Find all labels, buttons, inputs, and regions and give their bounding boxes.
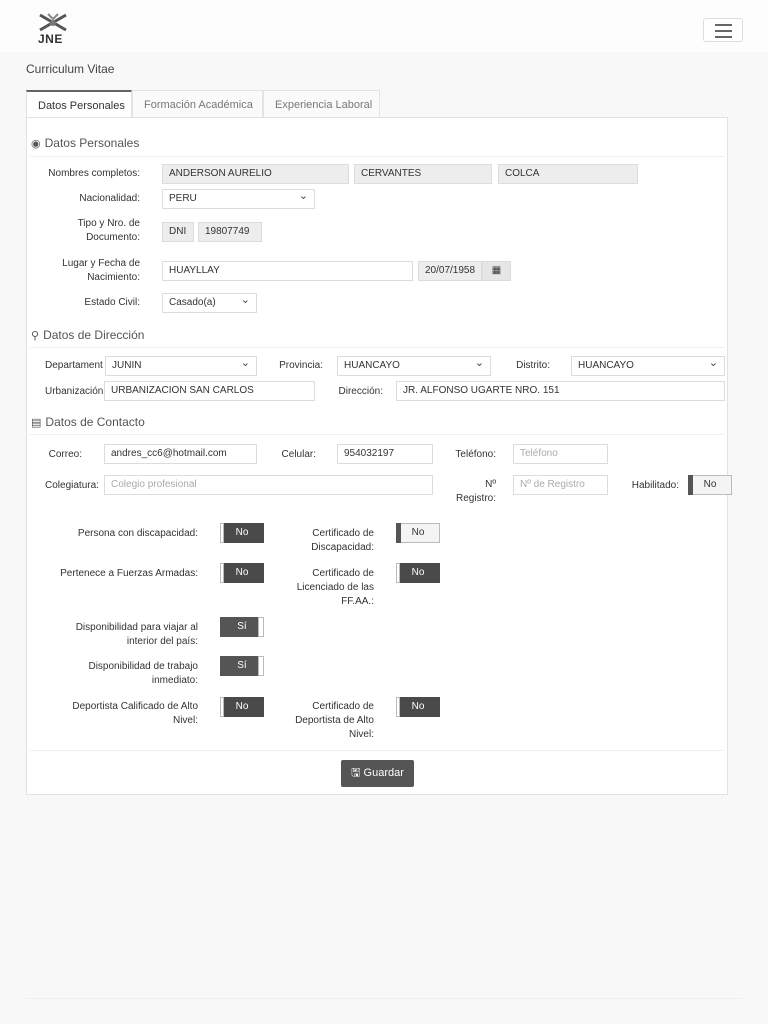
doc-tipo-field[interactable]: DNI — [162, 222, 194, 242]
direccion-label: Dirección: — [338, 386, 383, 397]
deportista-label-2: Nivel: — [172, 715, 198, 726]
tab-datos-personales[interactable]: Datos Personales — [26, 90, 132, 118]
discapacidad-label: Persona con discapacidad: — [77, 528, 198, 539]
apellido-paterno-field[interactable]: CERVANTES — [354, 164, 492, 184]
toggle-label: No — [235, 701, 249, 712]
habilitado-label: Habilitado: — [631, 480, 679, 491]
provincia-select[interactable]: HUANCAYO ⌄ — [337, 356, 491, 376]
section-datos-contacto — [31, 415, 145, 429]
logo-text: JNE — [38, 32, 63, 46]
registro-label-1: Nº — [485, 479, 496, 490]
cert-deportista-label-2: Deportista de Alto — [295, 715, 374, 726]
deportista-label-1: Deportista Calificado de Alto — [72, 701, 198, 712]
cert-licenciado-toggle[interactable] — [396, 563, 440, 583]
toggle-label: No — [411, 527, 425, 538]
tab-formacion-academica[interactable]: Formación Académica — [132, 90, 263, 118]
top-navbar — [0, 0, 768, 52]
section-heading: Datos Personales — [44, 136, 140, 150]
fecha-nacimiento-field[interactable]: 20/07/1958 — [418, 261, 482, 281]
colegiatura-label: Colegiatura: — [45, 480, 99, 491]
discapacidad-toggle[interactable] — [220, 523, 264, 543]
correo-field[interactable]: andres_cc6@hotmail.com — [104, 444, 257, 464]
divider — [30, 347, 724, 348]
apellido-materno-field[interactable]: COLCA — [498, 164, 638, 184]
nacionalidad-label: Nacionalidad: — [79, 193, 140, 204]
celular-field[interactable]: 954032197 — [337, 444, 433, 464]
toggle-label: No — [235, 527, 249, 538]
divider — [30, 156, 724, 157]
section-heading: Datos de Contacto — [45, 415, 145, 429]
trabajo-toggle[interactable] — [220, 656, 264, 676]
registro-field[interactable]: Nº de Registro — [513, 475, 608, 495]
hamburger-menu-button[interactable] — [703, 18, 743, 42]
celular-label: Celular: — [281, 449, 316, 460]
section-datos-personales — [31, 136, 139, 150]
nacimiento-label-1: Lugar y Fecha de — [62, 258, 140, 269]
cert-discapacidad-toggle[interactable] — [396, 523, 440, 543]
cert-deportista-toggle[interactable] — [396, 697, 440, 717]
jne-logo[interactable] — [36, 12, 70, 46]
correo-label: Correo: — [48, 449, 82, 460]
trabajo-label-2: inmediato: — [151, 675, 198, 686]
toggle-label: No — [235, 567, 249, 578]
documento-label-1: Tipo y Nro. de — [77, 218, 140, 229]
telefono-field[interactable]: Teléfono — [513, 444, 608, 464]
nacionalidad-select[interactable]: PERU ⌄ — [162, 189, 315, 209]
habilitado-toggle[interactable] — [688, 475, 732, 495]
footer-divider — [26, 998, 742, 999]
section-heading: Datos de Dirección — [43, 328, 145, 342]
documento-label-2: Documento: — [86, 232, 140, 243]
deportista-toggle[interactable] — [220, 697, 264, 717]
map-marker-icon: ⚲ — [31, 330, 40, 342]
toggle-label: Sí — [237, 660, 247, 671]
id-card-icon: ▤ — [31, 417, 42, 429]
trabajo-label-1: Disponibilidad de trabajo — [88, 661, 198, 672]
jne-logo-icon — [36, 12, 70, 34]
toggle-label: Sí — [237, 621, 247, 632]
cert-deportista-label-3: Nivel: — [348, 729, 374, 740]
urbanizacion-label: Urbanización — [45, 386, 104, 397]
doc-numero-field[interactable]: 19807749 — [198, 222, 262, 242]
colegiatura-field[interactable]: Colegio profesional — [104, 475, 433, 495]
cert-discapacidad-label-1: Certificado de — [312, 528, 374, 539]
toggle-label: No — [411, 701, 425, 712]
viajar-label-2: interior del país: — [126, 636, 198, 647]
user-circle-icon: ◉ — [31, 138, 41, 150]
nombres-field[interactable]: ANDERSON AURELIO — [162, 164, 349, 184]
section-datos-direccion — [31, 328, 144, 342]
provincia-label: Provincia: — [279, 360, 323, 371]
tab-experiencia-laboral[interactable]: Experiencia Laboral — [263, 90, 380, 118]
page-title: Curriculum Vitae — [26, 62, 115, 76]
calendar-icon[interactable]: ▦ — [482, 261, 511, 281]
telefono-label: Teléfono: — [455, 449, 496, 460]
cert-licenciado-label-1: Certificado de — [312, 568, 374, 579]
hamburger-icon — [715, 24, 732, 26]
ffaa-toggle[interactable] — [220, 563, 264, 583]
divider — [30, 434, 724, 435]
departamento-label: Departament — [45, 360, 103, 371]
viajar-label-1: Disponibilidad para viajar al — [75, 622, 198, 633]
direccion-field[interactable]: JR. ALFONSO UGARTE NRO. 151 — [396, 381, 725, 401]
toggle-label: No — [703, 479, 717, 490]
divider — [30, 750, 724, 751]
cert-deportista-label-1: Certificado de — [312, 701, 374, 712]
cert-licenciado-label-3: FF.AA.: — [341, 596, 374, 607]
nombres-label: Nombres completos: — [48, 168, 140, 179]
distrito-label: Distrito: — [516, 360, 550, 371]
save-button[interactable] — [341, 760, 414, 787]
registro-label-2: Registro: — [455, 493, 496, 504]
cert-licenciado-label-2: Licenciado de las — [296, 582, 374, 593]
save-label: Guardar — [363, 767, 404, 779]
cert-discapacidad-label-2: Discapacidad: — [311, 542, 374, 553]
estado-civil-select[interactable]: Casado(a) ⌄ — [162, 293, 257, 313]
toggle-label: No — [411, 567, 425, 578]
estado-civil-label: Estado Civil: — [84, 297, 140, 308]
floppy-disk-icon: 🖫 — [351, 767, 361, 779]
nacimiento-label-2: Nacimiento: — [87, 272, 140, 283]
ffaa-label: Pertenece a Fuerzas Armadas: — [60, 568, 198, 579]
viajar-toggle[interactable] — [220, 617, 264, 637]
urbanizacion-field[interactable]: URBANIZACION SAN CARLOS — [104, 381, 315, 401]
distrito-select[interactable]: HUANCAYO ⌄ — [571, 356, 725, 376]
lugar-nacimiento-field[interactable]: HUAYLLAY — [162, 261, 413, 281]
departamento-select[interactable]: JUNIN ⌄ — [105, 356, 257, 376]
